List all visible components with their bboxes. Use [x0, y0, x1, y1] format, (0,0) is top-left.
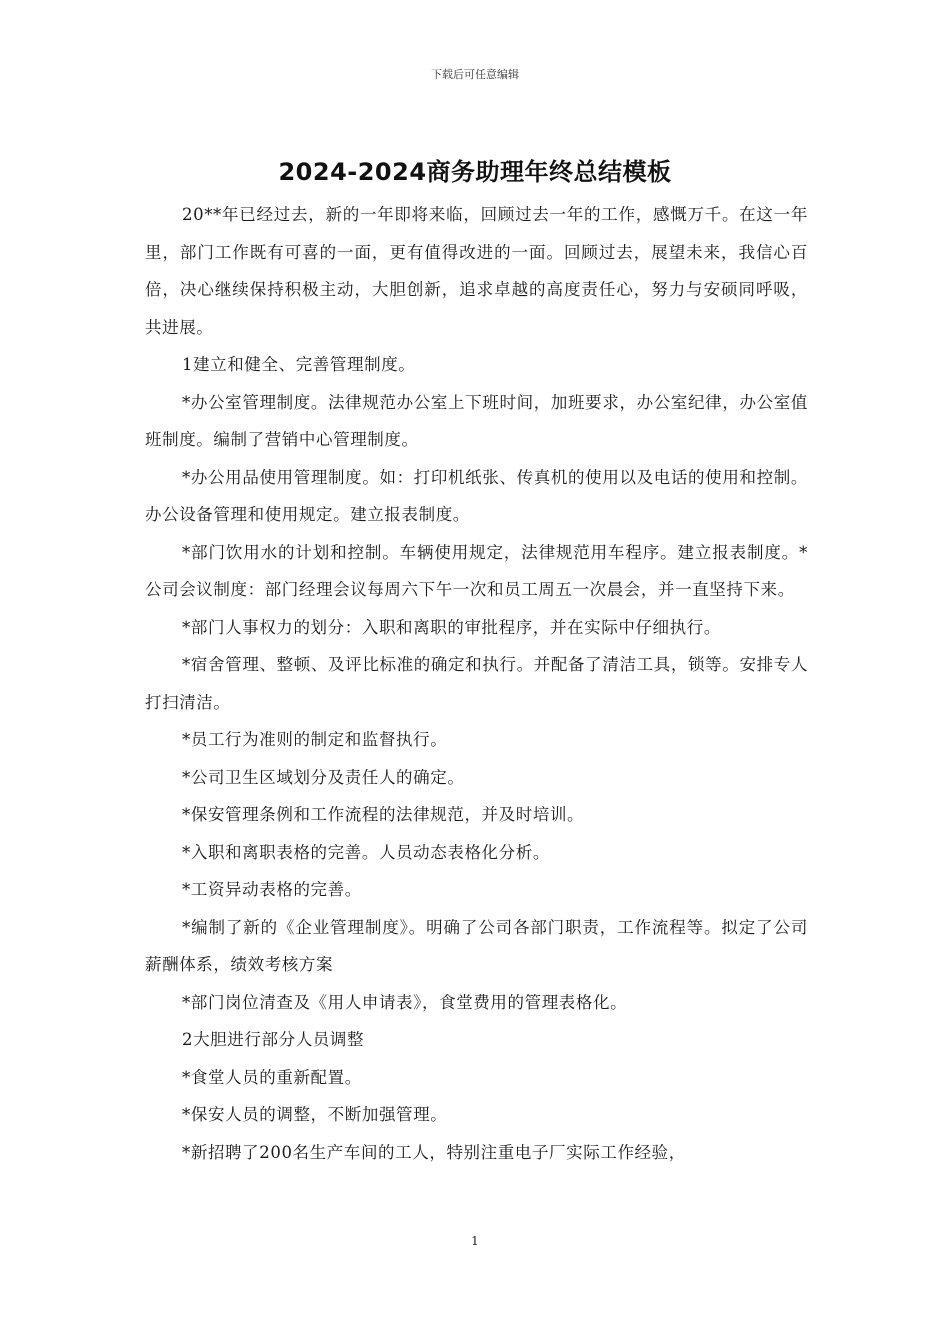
document-title: 2024-2024商务助理年终总结模板	[278, 158, 672, 186]
paragraph: 20**年已经过去，新的一年即将来临，回顾过去一年的工作，感慨万千。在这一年里，部门工作既有可喜的一面，更有值得改进的一面。回顾过去，展望未来，我信心百倍，决心继续保持积极主动，大胆创新，追求卓越的高度责任心，努力与安硕同呼吸，共进展。	[145, 205, 808, 337]
section-heading: 2大胆进行部分人员调整	[182, 1030, 365, 1049]
list-item: *保安人员的调整，不断加强管理。	[182, 1105, 448, 1124]
list-item: *保安管理条例和工作流程的法律规范，并及时培训。	[182, 805, 585, 824]
list-item: *办公用品使用管理制度。如：打印机纸张、传真机的使用以及电话的使用和控制。办公设备管理和使用规定。建立报表制度。	[145, 467, 808, 524]
list-item: *编制了新的《企业管理制度》。明确了公司各部门职责，工作流程等。拟定了公司薪酬体系，绩效考核方案	[145, 917, 808, 974]
list-item: *入职和离职表格的完善。人员动态表格化分析。	[182, 842, 550, 862]
section-heading: 1建立和健全、完善管理制度。	[182, 355, 416, 374]
list-item: *公司卫生区域划分及责任人的确定。	[182, 767, 465, 787]
list-item: *员工行为准则的制定和监督执行。	[182, 730, 448, 749]
page-number: 1	[471, 1234, 479, 1248]
list-item: *宿舍管理、整顿、及评比标准的确定和执行。并配备了清洁工具，锁等。安排专人打扫清洁。	[145, 655, 808, 712]
page-header-note: 下载后可任意编辑	[431, 68, 519, 81]
document-body	[145, 196, 808, 1171]
list-item: *部门饮用水的计划和控制。车辆使用规定，法律规范用车程序。建立报表制度。*公司会议制度：部门经理会议每周六下午一次和员工周五一次晨会，并一直坚持下来。	[145, 542, 808, 599]
list-item: *办公室管理制度。法律规范办公室上下班时间，加班要求，办公室纪律，办公室值班制度。编制了营销中心管理制度。	[145, 392, 808, 449]
list-item: *部门岗位清查及《用人申请表》，食堂费用的管理表格化。	[182, 992, 628, 1012]
list-item: *食堂人员的重新配置。	[182, 1067, 362, 1087]
list-item: *新招聘了200名生产车间的工人，特别注重电子厂实际工作经验，	[182, 1142, 686, 1162]
list-item: *部门人事权力的划分：入职和离职的审批程序，并在实际中仔细执行。	[182, 617, 721, 637]
list-item: *工资异动表格的完善。	[182, 880, 362, 899]
